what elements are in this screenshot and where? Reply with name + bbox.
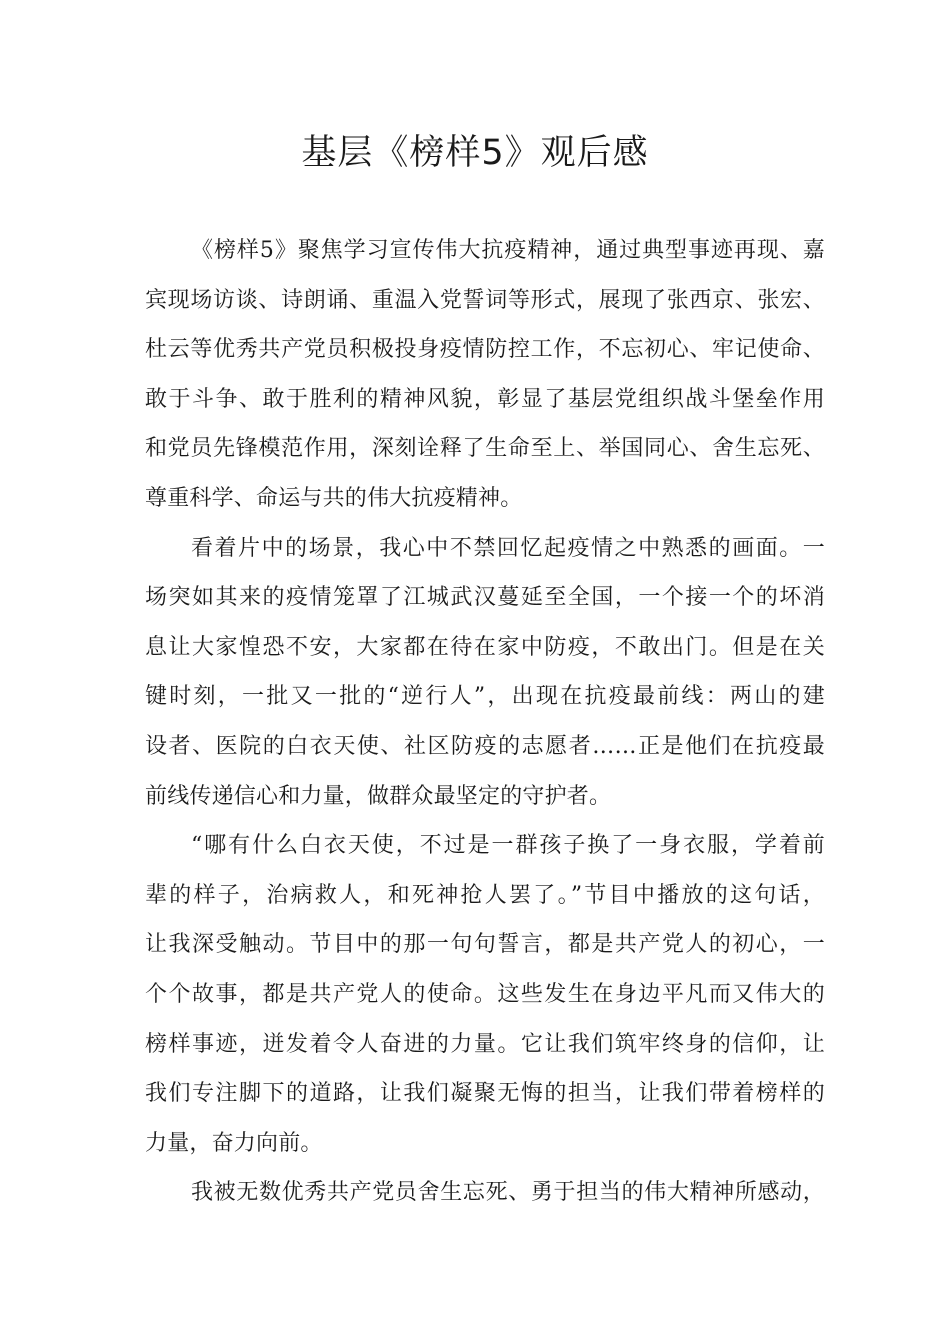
paragraph-1-line-2: 宾现场访谈、诗朗诵、重温入党誓词等形式，展现了张西京、张宏、 xyxy=(145,287,825,313)
paragraph-1-line-1: 《榜样5》聚焦学习宣传伟大抗疫精神，通过典型事迹再现、嘉 xyxy=(191,238,825,263)
paragraph-1-line-5: 和党员先锋模范作用，深刻诠释了生命至上、举国同心、舍生忘死、 xyxy=(145,436,825,462)
paragraph-1-line-4: 敢于斗争、敢于胜利的精神风貌，彰显了基层党组织战斗堡垒作用 xyxy=(145,386,825,412)
paragraph-2-line-1: 看着片中的场景，我心中不禁回忆起疫情之中熟悉的画面。一 xyxy=(191,535,825,561)
paragraph-1-line-6: 尊重科学、命运与共的伟大抗疫精神。 xyxy=(145,485,523,511)
document-body xyxy=(145,226,825,1218)
paragraph-2-line-5: 设者、医院的白衣天使、社区防疫的志愿者……正是他们在抗疫最 xyxy=(145,733,825,759)
paragraph-3-line-1: “哪有什么白衣天使，不过是一群孩子换了一身衣服，学着前 xyxy=(191,833,825,859)
paragraph-2-line-4: 键时刻，一批又一批的“逆行人”，出现在抗疫最前线：两山的建 xyxy=(145,684,825,710)
paragraph-3-line-2: 辈的样子，治病救人，和死神抢人罢了。”节目中播放的这句话， xyxy=(145,882,825,908)
paragraph-4-line-1: 我被无数优秀共产党员舍生忘死、勇于担当的伟大精神所感动， xyxy=(191,1180,825,1206)
paragraph-2-line-3: 息让大家惶恐不安，大家都在待在家中防疫，不敢出门。但是在关 xyxy=(145,634,825,660)
paragraph-1-line-3: 杜云等优秀共产党员积极投身疫情防控工作，不忘初心、牢记使命、 xyxy=(145,337,825,363)
paragraph-3-line-3: 让我深受触动。节目中的那一句句誓言，都是共产党人的初心，一 xyxy=(145,932,825,958)
paragraph-3-line-7: 力量，奋力向前。 xyxy=(145,1130,323,1156)
paragraph-2-line-6: 前线传递信心和力量，做群众最坚定的守护者。 xyxy=(145,783,612,809)
paragraph-2-line-2: 场突如其来的疫情笼罩了江城武汉蔓延至全国，一个接一个的坏消 xyxy=(145,585,825,611)
paragraph-3-line-6: 我们专注脚下的道路，让我们凝聚无悔的担当，让我们带着榜样的 xyxy=(145,1081,825,1107)
paragraph-3-line-5: 榜样事迹，迸发着令人奋进的力量。它让我们筑牢终身的信仰，让 xyxy=(145,1031,825,1057)
document-title: 基层《榜样5》观后感 xyxy=(301,133,649,173)
paragraph-3-line-4: 个个故事，都是共产党人的使命。这些发生在身边平凡而又伟大的 xyxy=(145,981,825,1007)
